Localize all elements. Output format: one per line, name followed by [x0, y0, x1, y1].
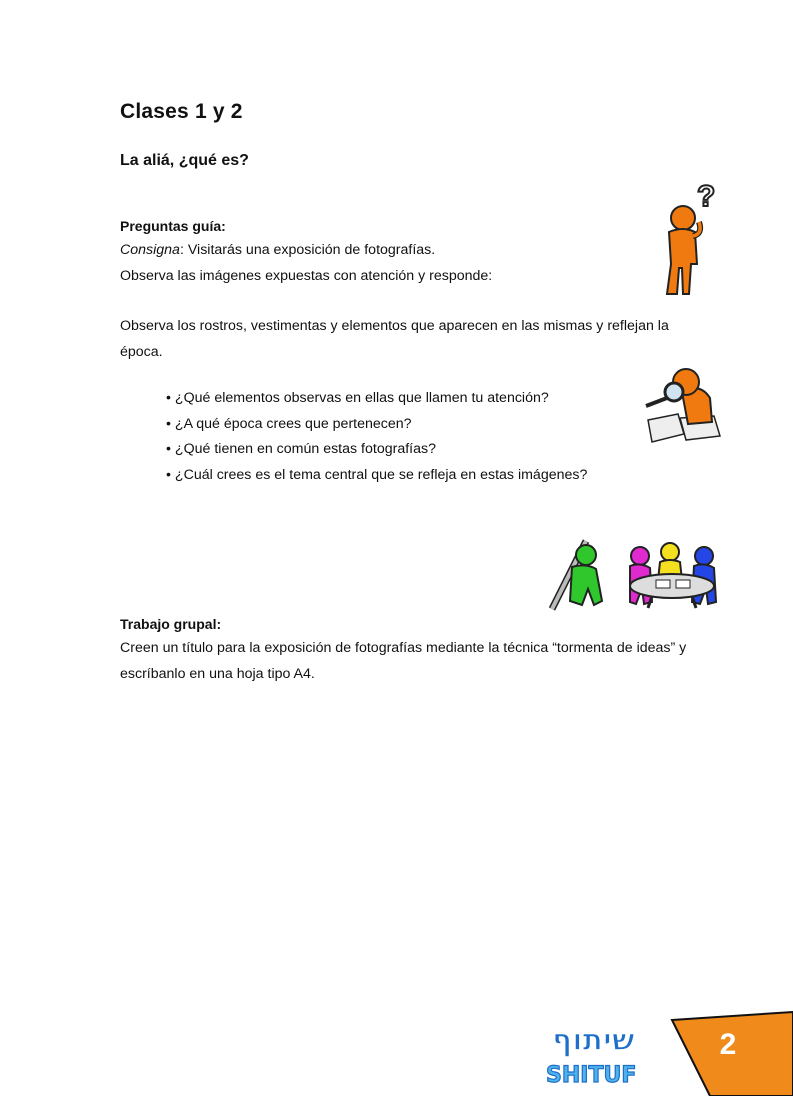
- shituf-logo: [540, 1010, 650, 1096]
- consigna-label: Consigna: [120, 242, 180, 258]
- guide-heading: Preguntas guía:: [120, 218, 226, 234]
- thinking-person-icon: [655, 178, 725, 300]
- list-item: • ¿A qué época crees que pertenecen?: [166, 412, 587, 438]
- question-list: [166, 386, 587, 488]
- list-item: • ¿Qué tienen en común estas fotografías?: [166, 437, 587, 463]
- svg-text:שיתוף: שיתוף: [552, 1023, 635, 1058]
- page-number: 2: [719, 1028, 737, 1061]
- page-title: Clases 1 y 2: [120, 100, 243, 123]
- instruction-line: Observa las imágenes expuestas con atención y responde:: [120, 267, 493, 284]
- svg-text:SHITUF: SHITUF: [546, 1063, 637, 1088]
- pencil-person-icon: [546, 535, 608, 615]
- magnifier-person-icon: [640, 362, 722, 446]
- consigna-paragraph: [120, 238, 710, 289]
- section-subtitle: La aliá, ¿qué es?: [120, 152, 249, 169]
- observation-paragraph: Observa los rostros, vestimentas y elementos que aparecen en las mismas y reflejan la época.: [120, 318, 669, 360]
- svg-text:?: ?: [697, 180, 716, 213]
- group-table-icon: [622, 540, 722, 612]
- group-work-heading: Trabajo grupal:: [120, 616, 222, 632]
- list-item: • ¿Qué elementos observas en ellas que llamen tu atención?: [166, 386, 587, 412]
- consigna-text: : Visitarás una exposición de fotografías.: [179, 242, 436, 258]
- list-item: • ¿Cuál crees es el tema central que se refleja en estas imágenes?: [166, 463, 587, 489]
- group-work-text: Creen un título para la exposición de fotografías mediante la técnica “tormenta de ideas” y escríbanlo en una hoja tipo A4.: [120, 640, 687, 682]
